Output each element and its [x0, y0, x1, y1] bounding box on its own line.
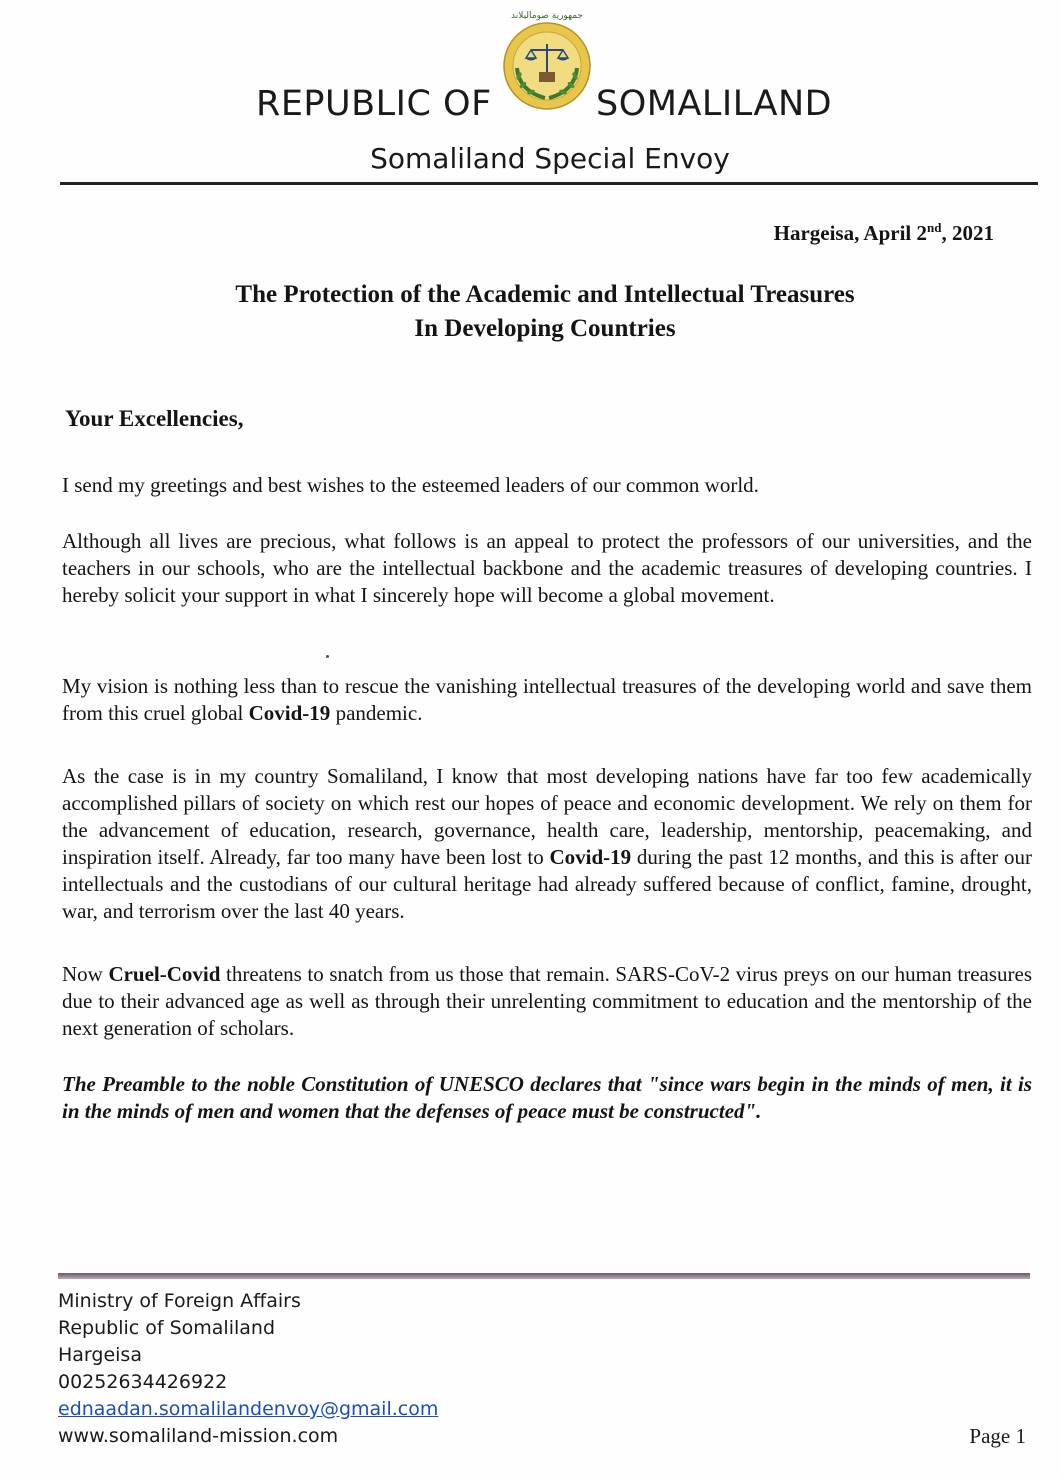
- somaliland-emblem: [497, 6, 597, 116]
- paragraph-appeal: Although all lives are precious, what follows is an appeal to protect the professors of our universities, and the teachers in our schools, who are the intellectual backbone and the academic treasures of developing countries. I hereby solicit your support in what I sincerely hope will become a global movement.: [62, 529, 1032, 607]
- title-line-2: In Developing Countries: [414, 315, 676, 342]
- paragraph-cruel-covid: [62, 961, 1032, 1042]
- footer-divider: [58, 1273, 1030, 1279]
- p4-emphasis: Covid-19: [549, 845, 632, 869]
- salutation: Your Excellencies,: [65, 406, 244, 431]
- footer-city: Hargeisa: [58, 1344, 142, 1366]
- footer-phone: 00252634426922: [58, 1371, 228, 1393]
- special-envoy-subtitle: Somaliland Special Envoy: [370, 142, 730, 175]
- paragraph-somaliland-case: [62, 763, 1032, 925]
- paragraph-unesco-quote: The Preamble to the noble Constitution of UNESCO declares that "since wars begin in the minds of men, it is in the minds of men and women that the defenses of peace must be constructed".: [62, 1072, 1032, 1123]
- footer-website[interactable]: www.somaliland-mission.com: [58, 1425, 339, 1447]
- footer-ministry: Ministry of Foreign Affairs: [58, 1290, 301, 1312]
- p4-text-end: during the past 12 months, and this is after our intellectuals and the custodians of our cultural heritage had already suffered because of conflict, famine, drought, war, and terrorism over the last 40 years.: [62, 845, 1032, 923]
- letter-date: [774, 221, 994, 246]
- scan-speck: [326, 655, 329, 658]
- p5-emphasis: Cruel-Covid: [108, 962, 221, 986]
- page-number: Page 1: [969, 1424, 1026, 1448]
- p3-emphasis: Covid-19: [248, 701, 331, 725]
- date-ordinal: nd: [927, 220, 942, 235]
- footer-email-link[interactable]: ednaadan.somalilandenvoy@gmail.com: [58, 1398, 439, 1420]
- republic-of-heading: REPUBLIC OF: [256, 84, 492, 124]
- p3-text-end: pandemic.: [330, 701, 423, 725]
- p5-text-end: threatens to snatch from us those that remain. SARS-CoV-2 virus preys on our human treasures due to their advanced age as well as through their unrelenting commitment to education and the mentorship of the next generation of scholars.: [62, 962, 1032, 1040]
- date-suffix: , 2021: [941, 221, 994, 245]
- letter-title: [60, 278, 1030, 346]
- p4-text: As the case is in my country Somaliland, I know that most developing nations have far too few academically accomplished pillars of society on which rest our hopes of peace and economic development. We rely on them for the advancement of education, research, governance, health care, leadership, mentorship, peacemaking, and inspiration itself. Already, far too many have been lost to: [62, 764, 1032, 869]
- emblem-calligraphy: جمهورية صوماليلاند: [510, 11, 584, 21]
- p3-text: My vision is nothing less than to rescue the vanishing intellectual treasures of the developing world and save them from this cruel global: [62, 674, 1032, 725]
- date-prefix: Hargeisa, April 2: [773, 221, 928, 245]
- footer-contact: [58, 1288, 438, 1450]
- footer-republic: Republic of Somaliland: [58, 1317, 276, 1339]
- p5-text: Now: [62, 962, 109, 986]
- paragraph-vision: [62, 673, 1032, 727]
- paragraph-greeting: I send my greetings and best wishes to the esteemed leaders of our common world.: [62, 473, 759, 497]
- somaliland-heading: SOMALILAND: [596, 84, 833, 124]
- title-line-1: The Protection of the Academic and Intellectual Treasures: [235, 281, 855, 308]
- header-divider: [60, 182, 1038, 185]
